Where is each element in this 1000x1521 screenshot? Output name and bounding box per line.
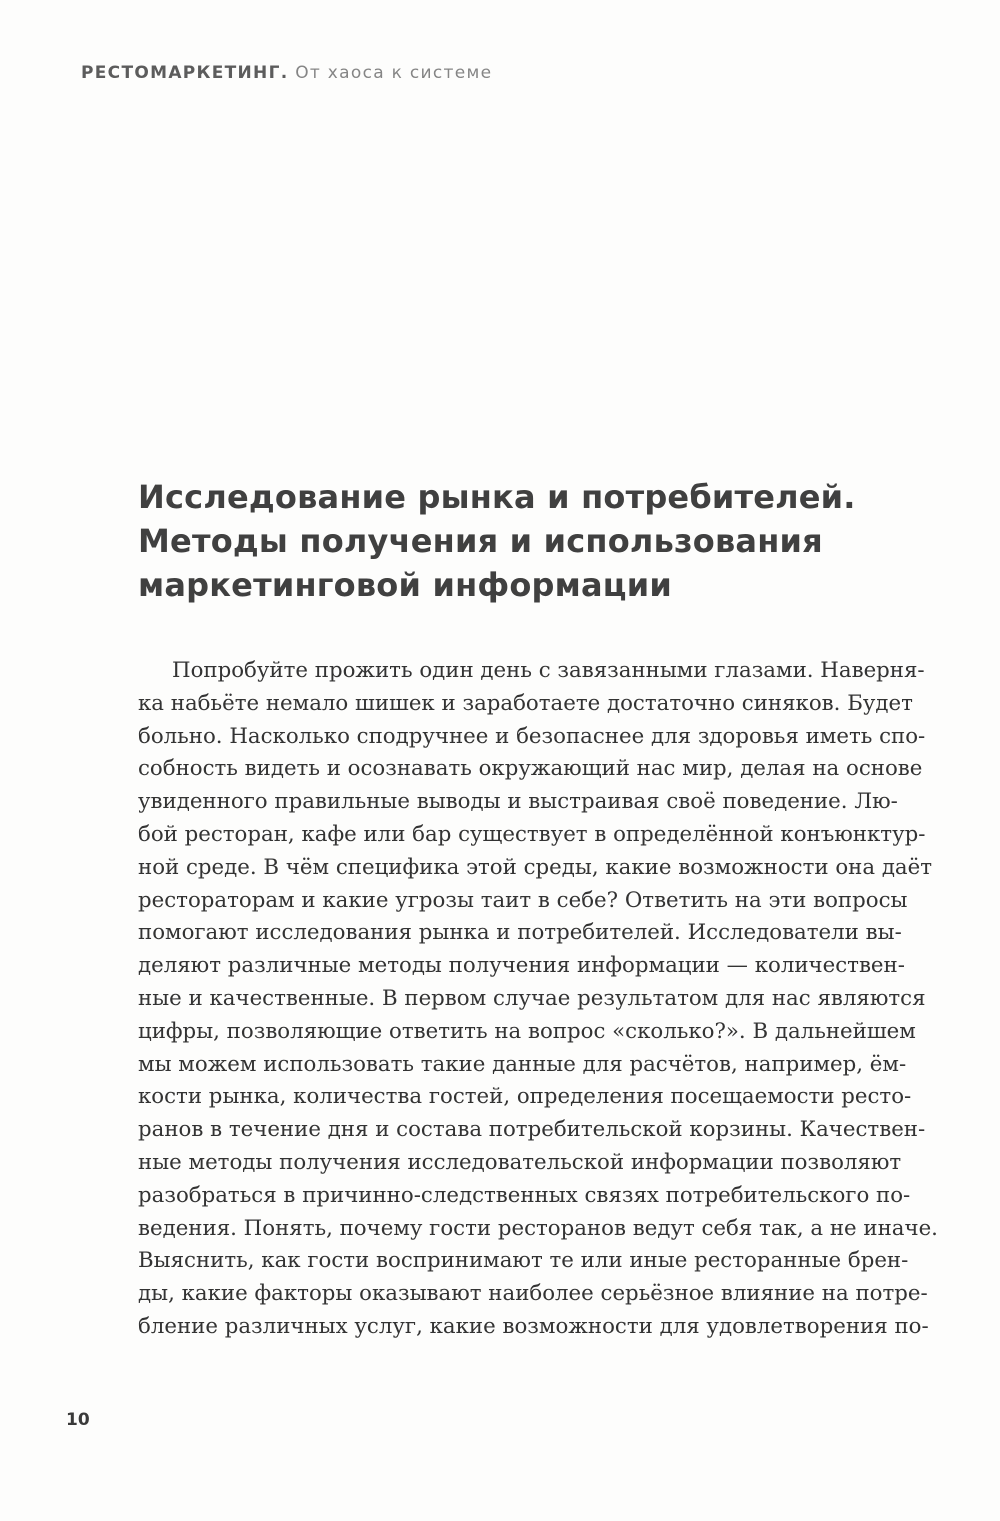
chapter-title-line: маркетинговой информации bbox=[138, 566, 672, 604]
body-line: ка набьёте немало шишек и заработаете достаточно синяков. Будет bbox=[138, 690, 913, 716]
body-line: кости рынка, количества гостей, определения посещаемости ресто- bbox=[138, 1084, 912, 1110]
body-line: Выяснить, как гости воспринимают те или иные ресторанные брен- bbox=[138, 1248, 909, 1274]
body-line: Попробуйте прожить один день с завязанными глазами. Наверня- bbox=[172, 658, 925, 683]
chapter-title-line: Методы получения и использования bbox=[138, 522, 823, 560]
body-line: собность видеть и осознавать окружающий нас мир, делая на основе bbox=[138, 756, 923, 782]
body-line: бление различных услуг, какие возможности для удовлетворения по- bbox=[138, 1313, 929, 1339]
body-line: мы можем использовать такие данные для расчётов, например, ём- bbox=[138, 1051, 907, 1077]
body-line: ды, какие факторы оказывают наиболее серьёзное влияние на потре- bbox=[138, 1281, 928, 1307]
body-line: цифры, позволяющие ответить на вопрос «сколько?». В дальнейшем bbox=[138, 1018, 916, 1044]
body-line: бой ресторан, кафе или бар существует в определённой конъюнктур- bbox=[138, 821, 926, 847]
body-line: разобраться в причинно-следственных связях потребительского по- bbox=[138, 1182, 911, 1208]
chapter-title-line: Исследование рынка и потребителей. bbox=[138, 478, 856, 516]
body-line: увиденного правильные выводы и выстраивая своё поведение. Лю- bbox=[138, 789, 898, 815]
body-line: помогают исследования рынка и потребителей. Исследователи вы- bbox=[138, 920, 902, 946]
chapter-title bbox=[138, 475, 898, 607]
body-paragraph bbox=[138, 655, 938, 1344]
body-line: больно. Насколько сподручнее и безопаснее для здоровья иметь спо- bbox=[138, 723, 926, 749]
body-line: ные и качественные. В первом случае результатом для нас являются bbox=[138, 985, 926, 1011]
body-line: деляют различные методы получения информации — количествен- bbox=[138, 953, 905, 979]
running-header bbox=[81, 63, 492, 83]
body-line: рестораторам и какие угрозы таит в себе? Ответить на эти вопросы bbox=[138, 887, 908, 913]
body-line: ные методы получения исследовательской информации позволяют bbox=[138, 1149, 902, 1175]
body-line: ной среде. В чём специфика этой среды, какие возможности она даёт bbox=[138, 854, 933, 880]
body-line: ранов в течение дня и состава потребительской корзины. Качествен- bbox=[138, 1117, 926, 1143]
running-header-book-title: РЕСТОМАРКЕТИНГ. bbox=[81, 63, 289, 83]
running-header-subtitle: От хаоса к системе bbox=[295, 63, 493, 83]
page-number: 10 bbox=[66, 1410, 90, 1430]
body-line: ведения. Понять, почему гости ресторанов ведут себя так, а не иначе. bbox=[138, 1215, 938, 1241]
